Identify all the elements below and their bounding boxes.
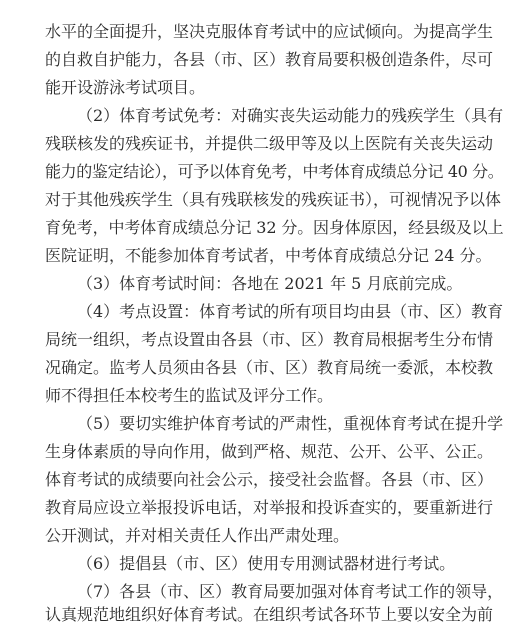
text-line: 育免考，中考体育成绩总分记 32 分。因身体原因，经县级及以上 bbox=[45, 218, 504, 237]
text-line: 师不得担任本校考生的监试及评分工作。 bbox=[45, 386, 334, 405]
text-line: 体育考试的成绩要向社会公示，接受社会监督。各县（市、区） bbox=[45, 470, 494, 489]
text-line: （5）要切实维护体育考试的严肃性，重视体育考试在提升学 bbox=[77, 414, 504, 433]
text-line: 教育局应设立举报投诉电话，对举报和投诉查实的，要重新进行 bbox=[45, 498, 494, 517]
text-line: 局统一组织，考点设置由各县（市、区）教育局根据考生分布情 bbox=[45, 330, 494, 349]
text-line: 能开设游泳考试项目。 bbox=[45, 78, 206, 97]
text-line: （4）考点设置：体育考试的所有项目均由县（市、区）教育 bbox=[77, 302, 504, 321]
text-line: 公开测试，并对相关责任人作出严肃处理。 bbox=[45, 526, 350, 545]
text-line: 生身体素质的导向作用，做到严格、规范、公开、公平、公正。 bbox=[45, 442, 494, 461]
text-line: 残联核发的残疾证书，并提供二级甲等及以上医院有关丧失运动 bbox=[45, 134, 494, 153]
text-line: 水平的全面提升，坚决克服体育考试中的应试倾向。为提高学生 bbox=[45, 22, 494, 41]
text-line: 对于其他残疾学生（具有残联核发的残疾证书），可视情况予以体 bbox=[45, 190, 502, 209]
text-line: 能力的鉴定结论），可予以体育免考，中考体育成绩总分记 40 分。 bbox=[45, 162, 504, 181]
text-line: （3）体育考试时间：各地在 2021 年 5 月底前完成。 bbox=[77, 274, 463, 293]
text-line: （7）各县（市、区）教育局要加强对体育考试工作的领导， bbox=[77, 582, 504, 601]
text-line: 医院证明，不能参加体育考试者，中考体育成绩总分记 24 分。 bbox=[45, 246, 492, 265]
text-line: （6）提倡县（市、区）使用专用测试器材进行考试。 bbox=[77, 554, 456, 573]
text-line: 的自救自护能力，各县（市、区）教育局要积极创造条件，尽可 bbox=[45, 50, 494, 69]
text-line: （2）体育考试免考：对确实丧失运动能力的残疾学生（具有 bbox=[77, 106, 504, 125]
text-line: 认真规范地组织好体育考试。在组织考试各环节上要以安全为前 bbox=[45, 605, 494, 624]
text-line: 况确定。监考人员须由各县（市、区）教育局统一委派，本校教 bbox=[45, 358, 494, 377]
